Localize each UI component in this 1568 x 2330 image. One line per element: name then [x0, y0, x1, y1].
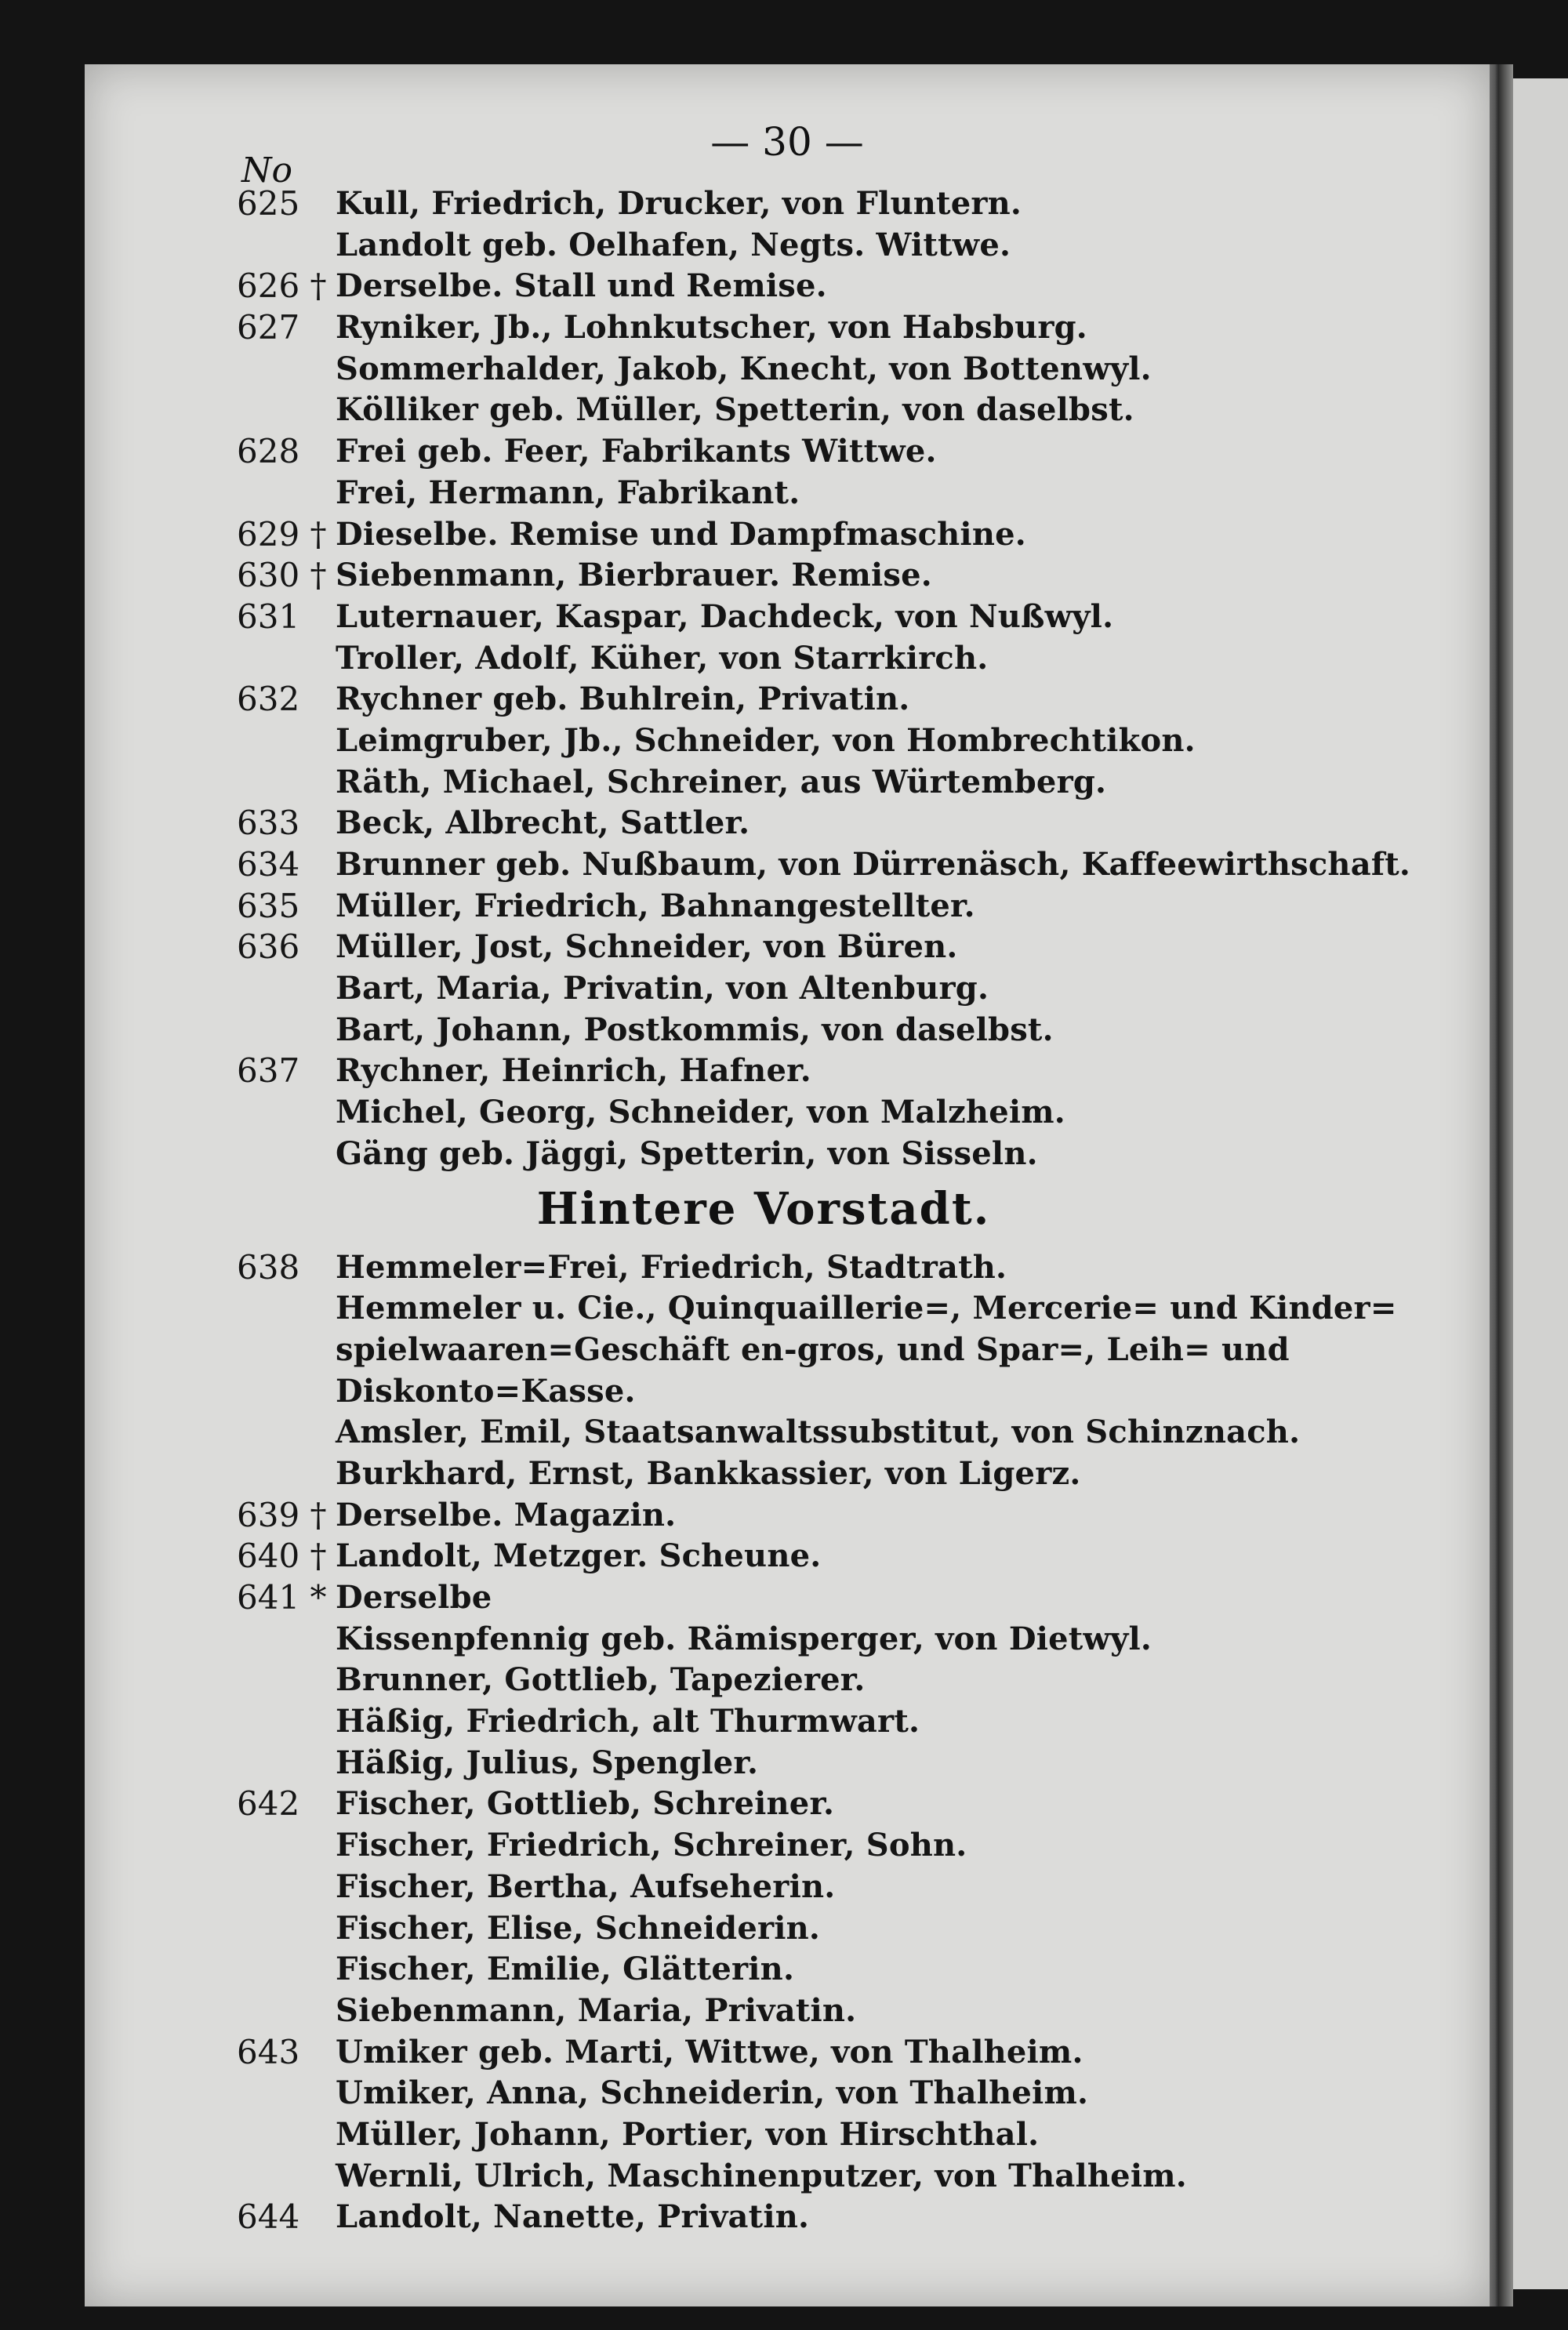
list-item — [85, 1454, 1490, 1495]
entry-text: Diskonto=Kasse. — [336, 1372, 636, 1410]
list-item — [85, 1991, 1490, 2032]
list-item — [85, 225, 1490, 267]
entry-text: Beck, Albrecht, Sattler. — [336, 804, 750, 842]
list-item — [85, 2156, 1490, 2198]
list-item — [85, 266, 1490, 307]
entry-text: Michel, Georg, Schneider, von Malzheim. — [336, 1094, 1065, 1131]
list-item — [85, 1092, 1490, 1134]
entry-text: Leimgruber, Jb., Schneider, von Hombrechtikon. — [336, 721, 1196, 759]
list-item — [85, 1412, 1490, 1454]
entry-text: Bart, Maria, Privatin, von Altenburg. — [336, 970, 989, 1007]
entry-text: Landolt geb. Oelhafen, Negts. Wittwe. — [336, 226, 1011, 263]
house-number: 640 † — [237, 1537, 327, 1576]
entry-text: Rychner geb. Buhlrein, Privatin. — [336, 680, 910, 718]
entry-text: Burkhard, Ernst, Bankkassier, von Ligerz. — [336, 1454, 1081, 1492]
entry-text: Troller, Adolf, Küher, von Starrkirch. — [336, 639, 989, 677]
list-item — [85, 968, 1490, 1010]
list-item — [85, 1247, 1490, 1289]
entry-text: Kull, Friedrich, Drucker, von Fluntern. — [336, 185, 1022, 222]
house-number: 638 — [237, 1247, 300, 1287]
entry-text: Frei geb. Feer, Fabrikants Wittwe. — [336, 433, 937, 470]
list-item — [85, 1949, 1490, 1991]
house-number: 637 — [237, 1051, 300, 1091]
house-number: 632 — [237, 680, 300, 719]
list-item — [85, 1051, 1490, 1092]
entry-text: Häßig, Julius, Spengler. — [336, 1744, 759, 1781]
entry-text: Siebenmann, Maria, Privatin. — [336, 1991, 857, 2029]
list-item — [85, 679, 1490, 720]
house-number: 627 — [237, 308, 300, 347]
entry-text: Müller, Johann, Portier, von Hirschthal. — [336, 2115, 1040, 2153]
list-item — [85, 183, 1490, 225]
entry-text: Derselbe. Stall und Remise. — [336, 267, 827, 305]
facing-page-edge — [1513, 78, 1568, 2289]
list-item — [85, 803, 1490, 844]
list-item — [85, 1619, 1490, 1660]
list-item — [85, 2114, 1490, 2156]
entry-text: Wernli, Ulrich, Maschinenputzer, von Thalheim. — [336, 2157, 1187, 2194]
list-item — [85, 390, 1490, 431]
entry-text: Fischer, Elise, Schneiderin. — [336, 1909, 821, 1947]
entry-text: Derselbe — [336, 1579, 492, 1616]
house-number: 635 — [237, 886, 300, 925]
list-item — [85, 1825, 1490, 1867]
entry-text: Ryniker, Jb., Lohnkutscher, von Habsburg. — [336, 309, 1087, 347]
list-item — [85, 307, 1490, 349]
list-item — [85, 473, 1490, 514]
entry-text: Fischer, Gottlieb, Schreiner. — [336, 1785, 835, 1823]
entry-text: Sommerhalder, Jakob, Knecht, von Bottenwyl. — [336, 350, 1152, 387]
list-item — [85, 638, 1490, 680]
list-item — [85, 1536, 1490, 1577]
house-number: 644 — [237, 2198, 300, 2237]
list-item — [85, 762, 1490, 804]
list-item — [85, 2032, 1490, 2074]
house-number: 641 * — [237, 1578, 327, 1617]
entry-text: Brunner, Gottlieb, Tapezierer. — [336, 1661, 866, 1699]
list-item — [85, 1743, 1490, 1784]
entry-text: Luternauer, Kaspar, Dachdeck, von Nußwyl. — [336, 597, 1114, 635]
entry-text: Häßig, Friedrich, alt Thurmwart. — [336, 1703, 920, 1740]
entry-text: Kölliker geb. Müller, Spetterin, von daselbst. — [336, 391, 1134, 429]
entry-text: Bart, Johann, Postkommis, von daselbst. — [336, 1011, 1054, 1048]
entry-text: Hemmeler=Frei, Friedrich, Stadtrath. — [336, 1248, 1007, 1286]
entry-text: Räth, Michael, Schreiner, aus Würtemberg. — [336, 763, 1107, 800]
entry-text: Hemmeler u. Cie., Quinquaillerie=, Mercerie= und Kinder= — [336, 1290, 1397, 1327]
entry-text: Müller, Jost, Schneider, von Büren. — [336, 928, 958, 966]
entry-text: Dieselbe. Remise und Dampfmaschine. — [336, 515, 1026, 553]
entry-text: Umiker, Anna, Schneiderin, von Thalheim. — [336, 2074, 1089, 2112]
list-item — [85, 431, 1490, 473]
list-item — [85, 597, 1490, 638]
document-page — [85, 64, 1490, 2306]
list-item — [85, 1701, 1490, 1743]
list-item — [85, 927, 1490, 968]
house-number: 628 — [237, 432, 300, 471]
list-item — [85, 886, 1490, 927]
list-item — [85, 349, 1490, 390]
list-item — [85, 2197, 1490, 2238]
house-number: 642 — [237, 1784, 300, 1824]
entry-text: Rychner, Heinrich, Hafner. — [336, 1052, 811, 1090]
column-header-no: No — [241, 151, 292, 191]
list-item — [85, 1867, 1490, 1908]
house-number: 636 — [237, 927, 300, 967]
list-item — [85, 2073, 1490, 2114]
entry-text: Amsler, Emil, Staatsanwaltssubstitut, von Schinznach. — [336, 1414, 1301, 1451]
list-item — [85, 1577, 1490, 1619]
entry-text: spielwaaren=Geschäft en-gros, und Spar=, Leih= und — [336, 1330, 1290, 1368]
list-item — [85, 1371, 1490, 1413]
entry-text: Landolt, Nanette, Privatin. — [336, 2198, 810, 2236]
section-heading: Hintere Vorstadt. — [536, 1182, 991, 1235]
house-number: 631 — [237, 597, 300, 636]
entry-text: Frei, Hermann, Fabrikant. — [336, 474, 800, 511]
house-number: 625 — [237, 184, 300, 223]
entry-text: Brunner geb. Nußbaum, von Dürrenäsch, Kaffeewirthschaft. — [336, 846, 1411, 883]
entry-text: Derselbe. Magazin. — [336, 1496, 677, 1533]
list-item — [85, 1288, 1490, 1330]
entry-text: Umiker geb. Marti, Wittwe, von Thalheim. — [336, 2033, 1083, 2071]
list-item — [85, 555, 1490, 597]
entry-text: Landolt, Metzger. Scheune. — [336, 1537, 822, 1575]
list-item — [85, 1495, 1490, 1537]
list-item — [85, 1908, 1490, 1950]
house-number: 629 † — [237, 514, 327, 553]
list-item — [85, 720, 1490, 762]
house-number: 639 † — [237, 1495, 327, 1534]
house-number: 634 — [237, 845, 300, 884]
page-number: — 30 — — [710, 119, 864, 165]
entry-text: Gäng geb. Jäggi, Spetterin, von Sisseln. — [336, 1134, 1038, 1172]
house-number: 643 — [237, 2032, 300, 2071]
section-heading-wrap — [85, 1175, 1490, 1247]
list-item — [85, 1134, 1490, 1175]
house-number: 633 — [237, 804, 300, 843]
house-number: 626 † — [237, 267, 327, 306]
list-item — [85, 514, 1490, 556]
list-item — [85, 1784, 1490, 1825]
entry-text: Siebenmann, Bierbrauer. Remise. — [336, 557, 932, 594]
entry-text: Fischer, Emilie, Glätterin. — [336, 1951, 795, 1988]
list-item — [85, 1330, 1490, 1371]
entry-text: Fischer, Bertha, Aufseherin. — [336, 1867, 836, 1905]
entry-text: Fischer, Friedrich, Schreiner, Sohn. — [336, 1827, 967, 1864]
list-item — [85, 1010, 1490, 1051]
list-item — [85, 844, 1490, 886]
list-item — [85, 1660, 1490, 1701]
entry-text: Müller, Friedrich, Bahnangestellter. — [336, 887, 975, 924]
house-number: 630 † — [237, 556, 327, 595]
entry-list — [85, 183, 1490, 2238]
entry-text: Kissenpfennig geb. Rämisperger, von Dietwyl. — [336, 1620, 1152, 1657]
